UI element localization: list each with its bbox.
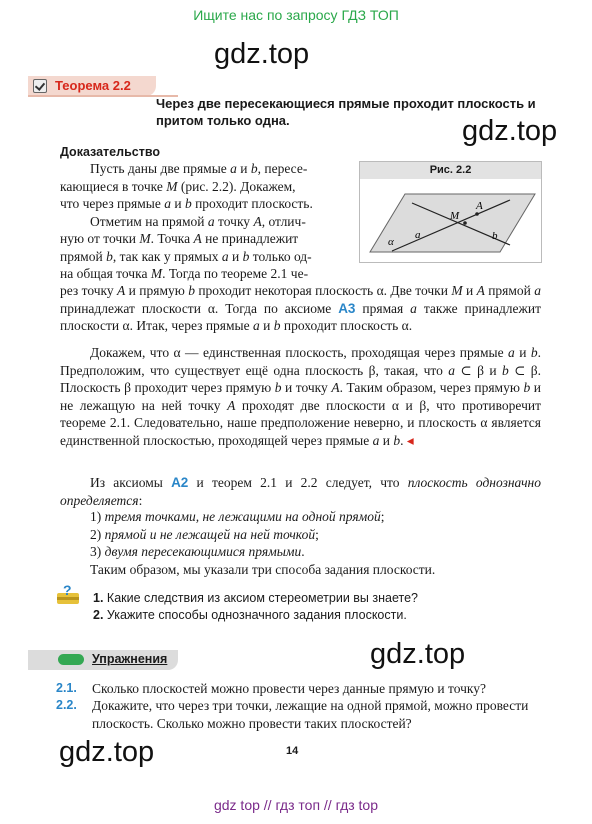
label-a: a xyxy=(415,229,421,241)
figure-2-2 xyxy=(359,161,542,263)
watermark: gdz.top xyxy=(462,115,558,147)
watermark: gdz.top xyxy=(370,638,466,670)
proof-paragraph: рез точку A и прямую b проходит некоторая плоскость α. Две точки M и A прямой a принадлежат плоскости α. Тогда по аксиоме А3 прямая a также принадлежит плоскости α. Итак, через прямые a и b проходит плоскость α. xyxy=(60,283,542,333)
consequence-final: Таким образом, мы указали три способа задания плоскости. xyxy=(90,561,436,577)
checkbox-icon xyxy=(33,79,47,93)
questions-block xyxy=(93,590,418,624)
figure-caption: Рис. 2.2 xyxy=(360,162,541,179)
consequence-intro: Из аксиомы А2 и теорем 2.1 и 2.2 следует, что плоскость однозначно определяется: xyxy=(60,475,541,508)
proof-line: на общая точка M. Тогда по теореме 2.1 че- xyxy=(60,266,309,281)
plane-alpha xyxy=(370,194,535,252)
exercises-title: Упражнения xyxy=(92,652,168,666)
label-M: M xyxy=(450,210,460,222)
exercise-text: Докажите, что через три точки, лежащие на одной прямой, можно провести плоскость. Сколько можно провести таких плоскостей? xyxy=(92,698,529,731)
question-item: 1. Какие следствия из аксиом стереометрии вы знаете? xyxy=(93,591,418,605)
list-item: 3) двумя пересекающимися прямыми. xyxy=(90,544,305,559)
theorem-statement: Через две пересекающиеся прямые проходит плоскость и притом только одна. xyxy=(156,96,536,128)
watermark: gdz.top xyxy=(214,38,310,70)
proof-paragraph-uniqueness: Докажем, что α — единственная плоскость, проходящая через прямые a и b. Предположим, что существует ещё одна плоскость β, такая, что a ⊂ β и b ⊂ β. Плоскость β проходит через прямую b и точку A. Таким образом, через прямую b и не лежащую на ней точку A проходят две плоскости α и β, что противоречит теореме 2.1. Следовательно, наше предположение неверно, и плоскость α является единственной плоскостью, проходящей через прямые a и b. ◂ xyxy=(60,345,542,448)
page-number: 14 xyxy=(286,745,299,757)
plane-diagram xyxy=(360,179,541,262)
consequence-list xyxy=(90,508,435,578)
proof-line: Отметим на прямой a точку A, отлич- xyxy=(90,213,306,229)
end-of-proof-icon: ◂ xyxy=(406,432,414,448)
label-b: b xyxy=(492,230,498,242)
proof-heading: Доказательство xyxy=(60,145,160,159)
watermark: gdz.top xyxy=(59,736,155,768)
question-item: 2. Укажите способы однозначного задания плоскости. xyxy=(93,608,407,622)
label-A: A xyxy=(476,200,483,212)
point-A xyxy=(475,212,479,216)
proof-line: Пусть даны две прямые a и b, пересе- xyxy=(90,161,308,176)
top-banner: Ищите нас по запросу ГДЗ ТОП xyxy=(193,7,399,23)
theorem-title: Теорема 2.2 xyxy=(55,78,131,93)
exercise-text: Сколько плоскостей можно провести через данные прямую и точку? xyxy=(92,681,486,696)
proof-line: что через прямые a и b проходит плоскость. xyxy=(60,196,313,211)
question-icon xyxy=(56,583,80,605)
exercise-number: 2.1. xyxy=(56,681,77,695)
proof-line: кающиеся в точке M (рис. 2.2). Докажем, xyxy=(60,178,296,194)
svg-text:?: ? xyxy=(63,583,72,598)
proof-line: ную от точки M. Точка A не принадлежит xyxy=(60,231,299,246)
proof-narrow-block xyxy=(60,160,352,283)
label-alpha: α xyxy=(388,236,394,248)
bottom-banner: gdz top // гдз топ // гдз top xyxy=(213,797,379,813)
proof-line: прямой b, так как у прямых a и b только од- xyxy=(60,248,312,264)
list-item: 2) прямой и не лежащей на ней точкой; xyxy=(90,526,319,542)
point-M xyxy=(463,221,467,225)
exercises-pill-icon xyxy=(58,654,84,665)
list-item: 1) тремя точками, не лежащими на одной прямой; xyxy=(90,509,385,524)
exercise-number: 2.2. xyxy=(56,698,77,712)
